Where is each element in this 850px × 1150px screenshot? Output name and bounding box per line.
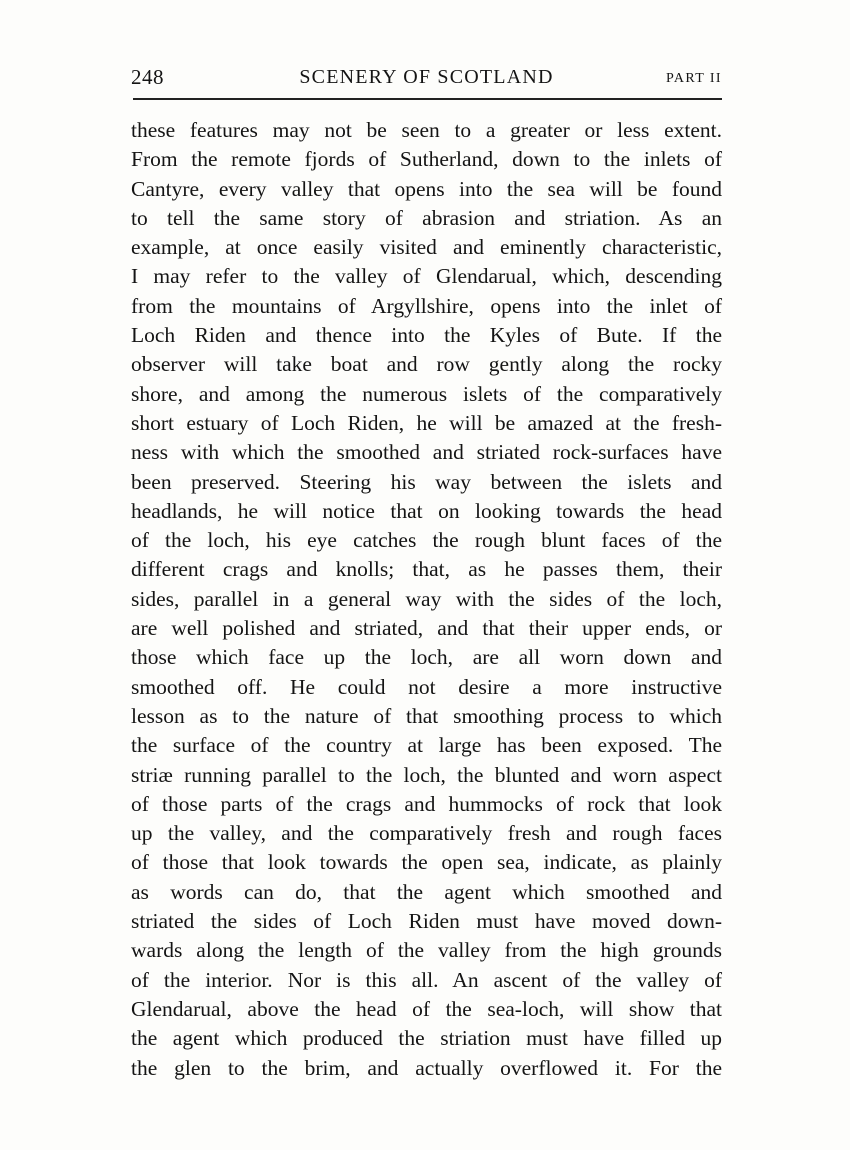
text-line: the glen to the brim, and actually overflowed it. For the	[131, 1055, 722, 1080]
text-line: as words can do, that the agent which smoothed and	[131, 879, 722, 904]
running-title: SCENERY OF SCOTLAND	[299, 66, 554, 88]
part-label: PART II	[665, 71, 722, 86]
text-line: smoothed off. He could not desire a more instructive	[131, 674, 722, 699]
text-line: these features may not be seen to a greater or less extent.	[131, 118, 722, 142]
text-line: of the loch, his eye catches the rough blunt faces of the	[131, 528, 722, 553]
running-head	[131, 62, 722, 92]
text-line: ness with which the smoothed and striated rock-surfaces have	[131, 440, 722, 465]
text-line: example, at once easily visited and eminently characteristic,	[131, 235, 722, 260]
text-line: Glendarual, above the head of the sea-loch, will show that	[131, 996, 722, 1021]
text-line: of those that look towards the open sea, indicate, as plainly	[131, 850, 722, 875]
text-line: the surface of the country at large has been exposed. The	[131, 733, 722, 758]
text-line: headlands, he will notice that on looking towards the head	[131, 498, 722, 523]
text-line: wards along the length of the valley from the high grounds	[131, 938, 722, 963]
text-line: are well polished and striated, and that their upper ends, or	[131, 616, 722, 641]
text-line: those which face up the loch, are all worn down and	[131, 645, 722, 670]
text-line: been preserved. Steering his way between the islets and	[131, 469, 722, 494]
text-line: shore, and among the numerous islets of the comparatively	[131, 381, 722, 406]
text-line: up the valley, and the comparatively fresh and rough faces	[131, 821, 722, 846]
text-line: the agent which produced the striation must have filled up	[131, 1026, 722, 1051]
text-line: From the remote fjords of Sutherland, down to the inlets of	[131, 147, 722, 172]
text-line: striated the sides of Loch Riden must have moved down-	[131, 909, 722, 934]
text-line: striæ running parallel to the loch, the blunted and worn aspect	[131, 762, 722, 787]
text-line: from the mountains of Argyllshire, opens into the inlet of	[131, 293, 722, 318]
text-line: Cantyre, every valley that opens into the sea will be found	[131, 176, 722, 201]
header-rule	[133, 98, 722, 100]
text-line: of the interior. Nor is this all. An ascent of the valley of	[131, 967, 722, 992]
text-line: observer will take boat and row gently along the rocky	[131, 352, 722, 377]
page-number: 248	[131, 65, 164, 89]
body-text	[131, 116, 722, 1083]
text-line: I may refer to the valley of Glendarual, which, descending	[131, 264, 722, 289]
text-line: lesson as to the nature of that smoothing process to which	[131, 703, 722, 728]
text-line: of those parts of the crags and hummocks of rock that look	[131, 791, 722, 816]
text-line: to tell the same story of abrasion and striation. As an	[131, 205, 722, 230]
text-line: sides, parallel in a general way with the sides of the loch,	[131, 586, 722, 611]
text-line: short estuary of Loch Riden, he will be amazed at the fresh-	[131, 410, 722, 435]
text-line: Loch Riden and thence into the Kyles of Bute. If the	[131, 323, 722, 348]
text-line: different crags and knolls; that, as he passes them, their	[131, 557, 722, 582]
